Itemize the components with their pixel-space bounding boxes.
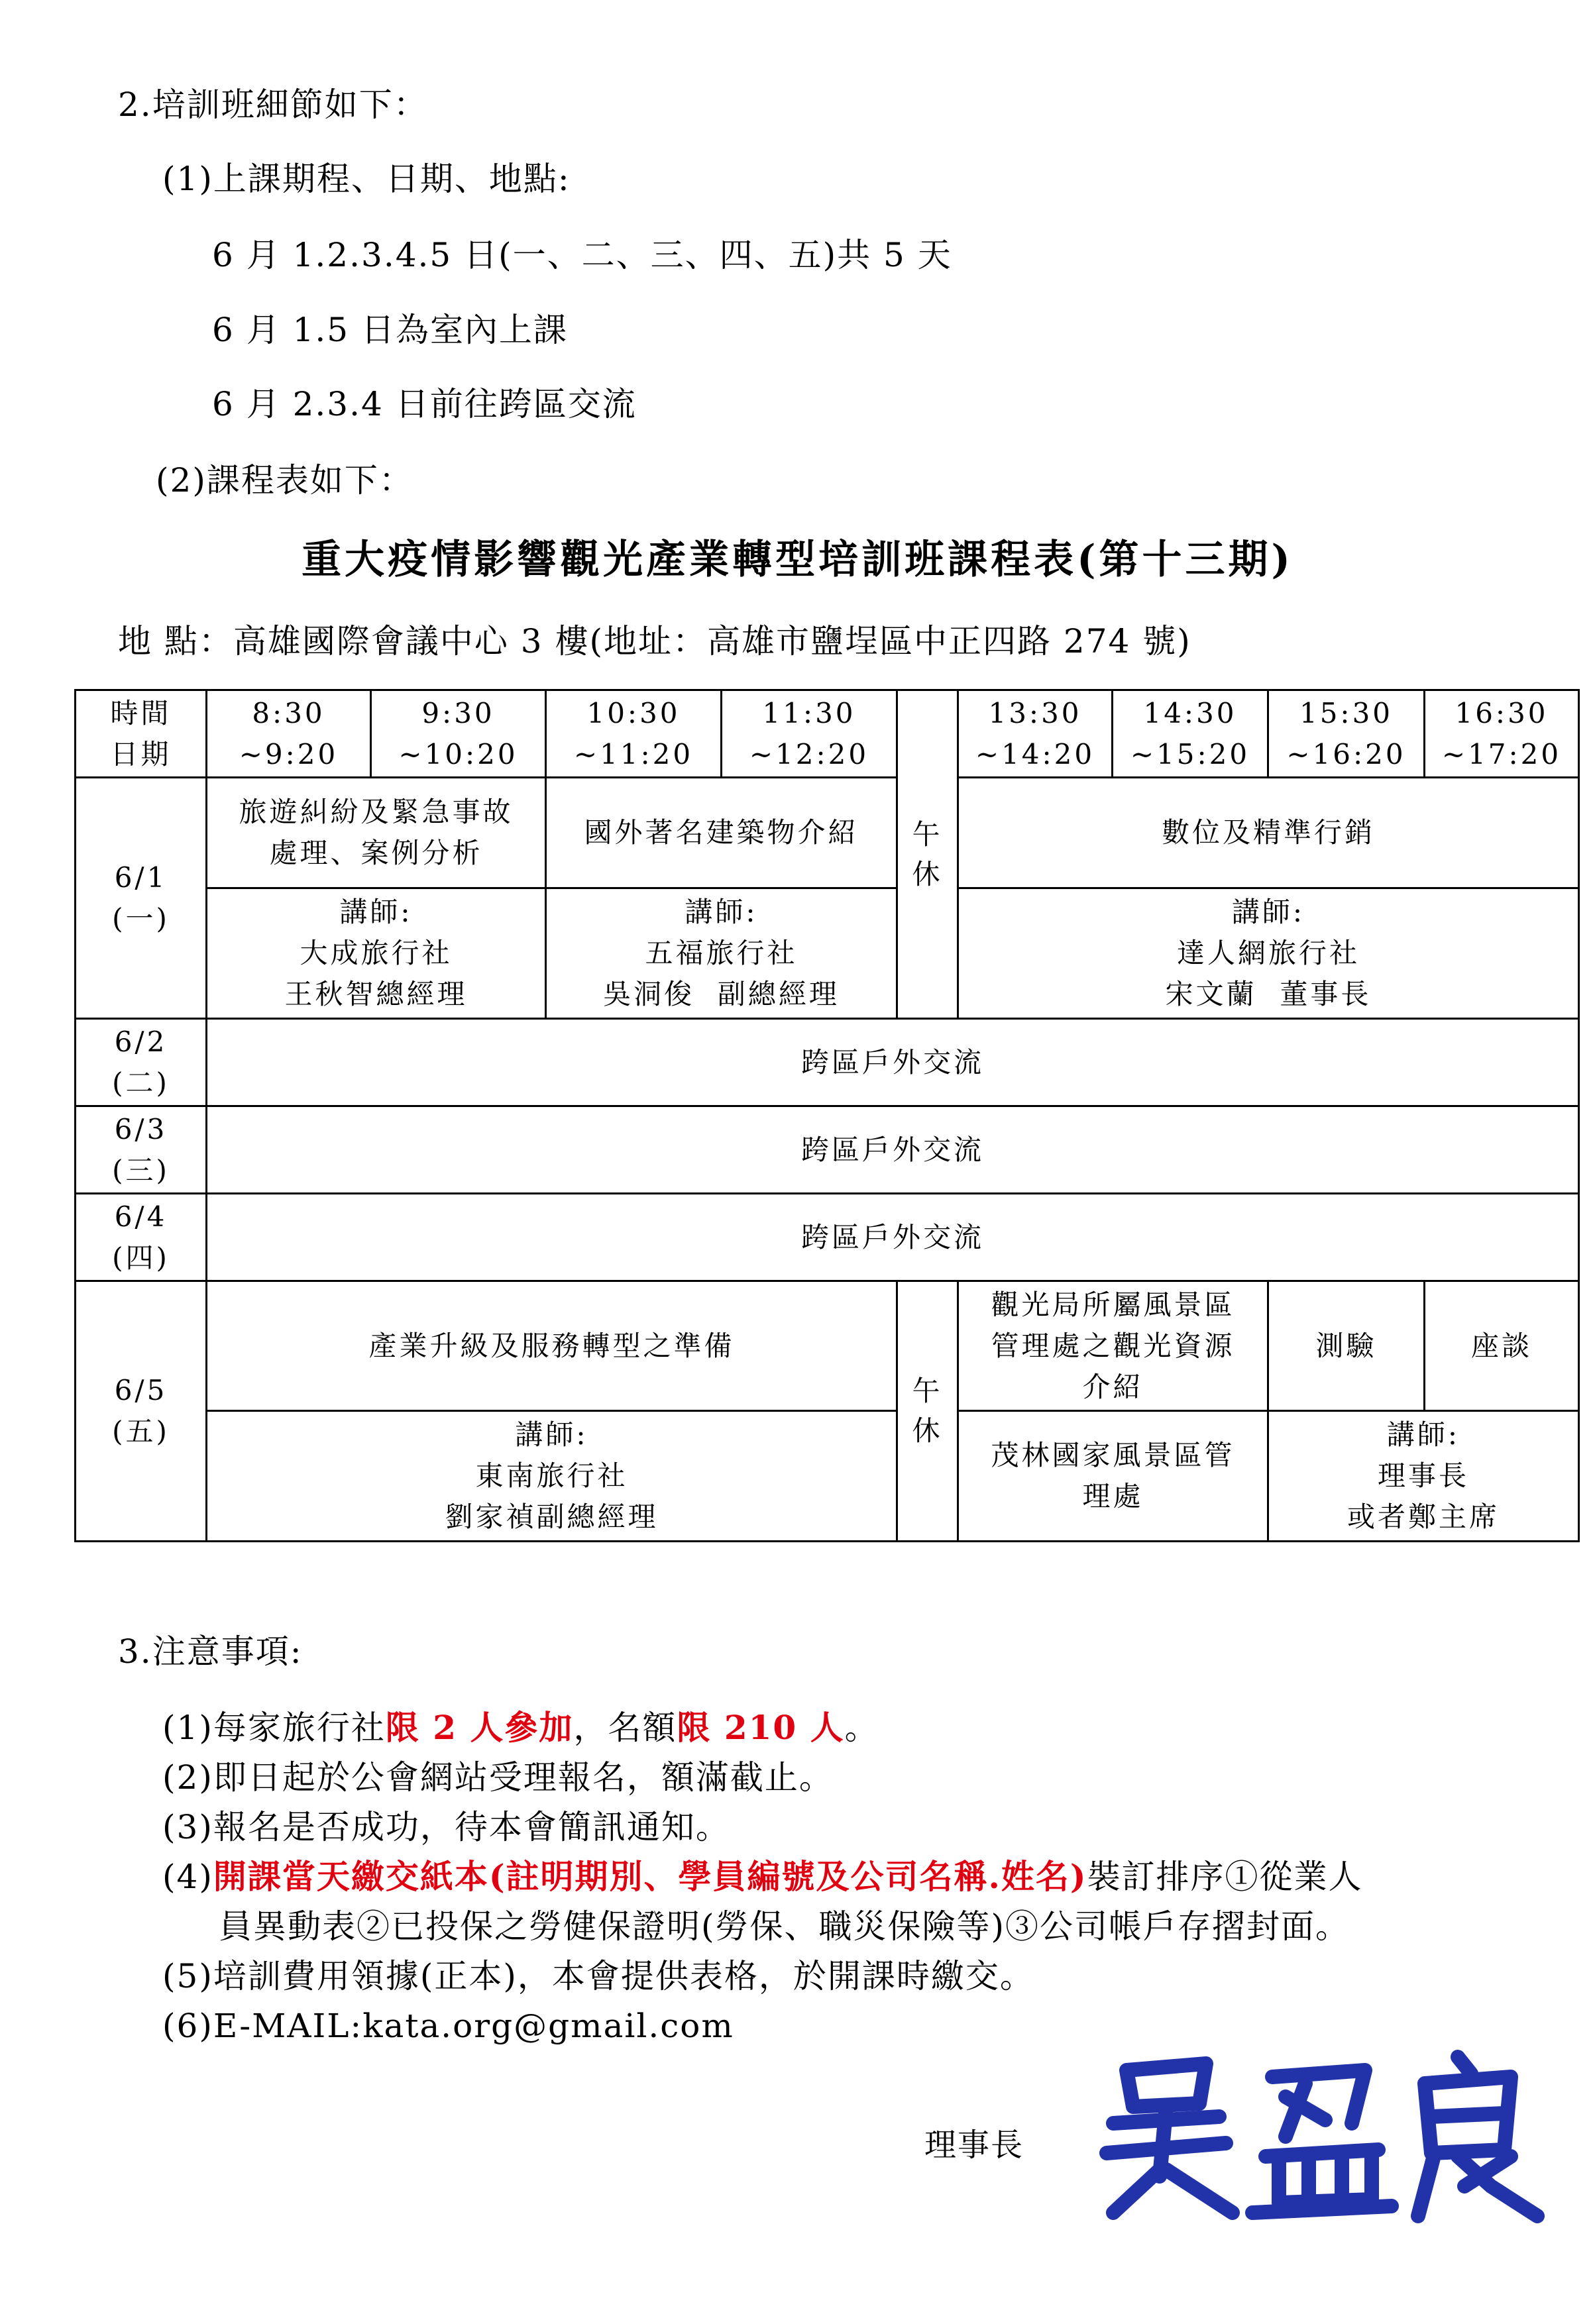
timetable-title: 重大疫情影響觀光產業轉型培訓班課程表(第十三期)	[302, 537, 1293, 583]
day1-lecturer-row	[76, 888, 1579, 1019]
chairman-label: 理事長	[924, 2127, 1024, 2164]
notes-heading: 3.注意事項:	[118, 1632, 303, 1671]
section-2-heading: 2.培訓班細節如下：	[118, 85, 428, 124]
day1-course-row	[76, 778, 1579, 888]
signature-image	[1087, 2044, 1551, 2229]
day3-row	[76, 1106, 1579, 1194]
day4-date: 6/4 (四)	[76, 1194, 207, 1281]
lunch-break-day1: 午 休	[897, 690, 958, 1019]
time-slot-6: 14:30 ~15:20	[1113, 690, 1268, 778]
time-slot-5: 13:30 ~14:20	[958, 690, 1113, 778]
day1-lecturer-b: 講師: 五福旅行社 吳洞俊 副總經理	[546, 888, 897, 1019]
note-1: (1)每家旅行社限 2 人參加，名額限 210 人。	[162, 1708, 879, 1747]
day5-course-b: 觀光局所屬風景區 管理處之觀光資源 介紹	[958, 1281, 1268, 1411]
day5-course-a: 產業升級及服務轉型之準備	[207, 1281, 897, 1411]
note-5: (5)培訓費用領據(正本)，本會提供表格，於開課時繳交。	[162, 1957, 1034, 1995]
day2-row	[76, 1019, 1579, 1106]
day3-activity: 跨區戶外交流	[207, 1106, 1579, 1194]
day4-row	[76, 1194, 1579, 1281]
lunch-break-day5: 午 休	[897, 1281, 958, 1542]
time-slot-7: 15:30 ~16:20	[1268, 690, 1425, 778]
day1-date: 6/1 (一)	[76, 778, 207, 1019]
day4-activity: 跨區戶外交流	[207, 1194, 1579, 1281]
day5-lecturer-row	[76, 1411, 1579, 1542]
venue-line: 地 點：高雄國際會議中心 3 樓(地址：高雄市鹽埕區中正四路 274 號)	[118, 622, 1191, 660]
signature-strokes	[1107, 2057, 1537, 2216]
day1-course-c: 數位及精準行銷	[958, 778, 1579, 888]
day1-course-a: 旅遊糾紛及緊急事故 處理、案例分析	[207, 778, 546, 888]
note-6-email: (6)E-MAIL:kata.org@gmail.com	[162, 2007, 734, 2045]
day5-date: 6/5 (五)	[76, 1281, 207, 1542]
day5-lecturer-b: 茂林國家風景區管 理處	[958, 1411, 1268, 1542]
time-slot-2: 9:30 ~10:20	[371, 690, 546, 778]
note-3: (3)報名是否成功，待本會簡訊通知。	[162, 1808, 730, 1846]
note-4: (4)開課當天繳交紙本(註明期別、學員編號及公司名稱.姓名)裝訂排序①從業人	[162, 1857, 1363, 1896]
time-date-corner: 時間 日期	[76, 690, 207, 778]
timetable	[74, 689, 1580, 1542]
timetable-subheading: (2)課程表如下：	[156, 461, 413, 500]
day5-lecturer-c: 講師: 理事長 或者鄭主席	[1268, 1411, 1579, 1542]
note-4-continued: 員異動表②已投保之勞健保證明(勞保、職災保險等)③公司帳戶存摺封面。	[219, 1907, 1350, 1946]
time-slot-4: 11:30 ~12:20	[722, 690, 897, 778]
outdoor-dates: 6 月 2.3.4 日前往跨區交流	[212, 385, 637, 423]
day2-date: 6/2 (二)	[76, 1019, 207, 1106]
day2-activity: 跨區戶外交流	[207, 1019, 1579, 1106]
day1-course-b: 國外著名建築物介紹	[546, 778, 897, 888]
day1-lecturer-a: 講師: 大成旅行社 王秋智總經理	[207, 888, 546, 1019]
day5-course-d: 座談	[1425, 1281, 1579, 1411]
note-2: (2)即日起於公會網站受理報名，額滿截止。	[162, 1758, 834, 1797]
header-row	[76, 690, 1579, 778]
day5-course-c: 測驗	[1268, 1281, 1425, 1411]
indoor-dates: 6 月 1.5 日為室內上課	[212, 311, 569, 349]
time-slot-1: 8:30 ~9:20	[207, 690, 371, 778]
time-slot-8: 16:30 ~17:20	[1425, 690, 1579, 778]
course-dates: 6 月 1.2.3.4.5 日(一、二、三、四、五)共 5 天	[212, 236, 952, 274]
time-slot-3: 10:30 ~11:20	[546, 690, 722, 778]
schedule-subheading: (1)上課期程、日期、地點:	[162, 160, 571, 198]
day3-date: 6/3 (三)	[76, 1106, 207, 1194]
day5-course-row	[76, 1281, 1579, 1411]
day1-lecturer-c: 講師: 達人網旅行社 宋文蘭 董事長	[958, 888, 1579, 1019]
day5-lecturer-a: 講師: 東南旅行社 劉家禎副總經理	[207, 1411, 897, 1542]
